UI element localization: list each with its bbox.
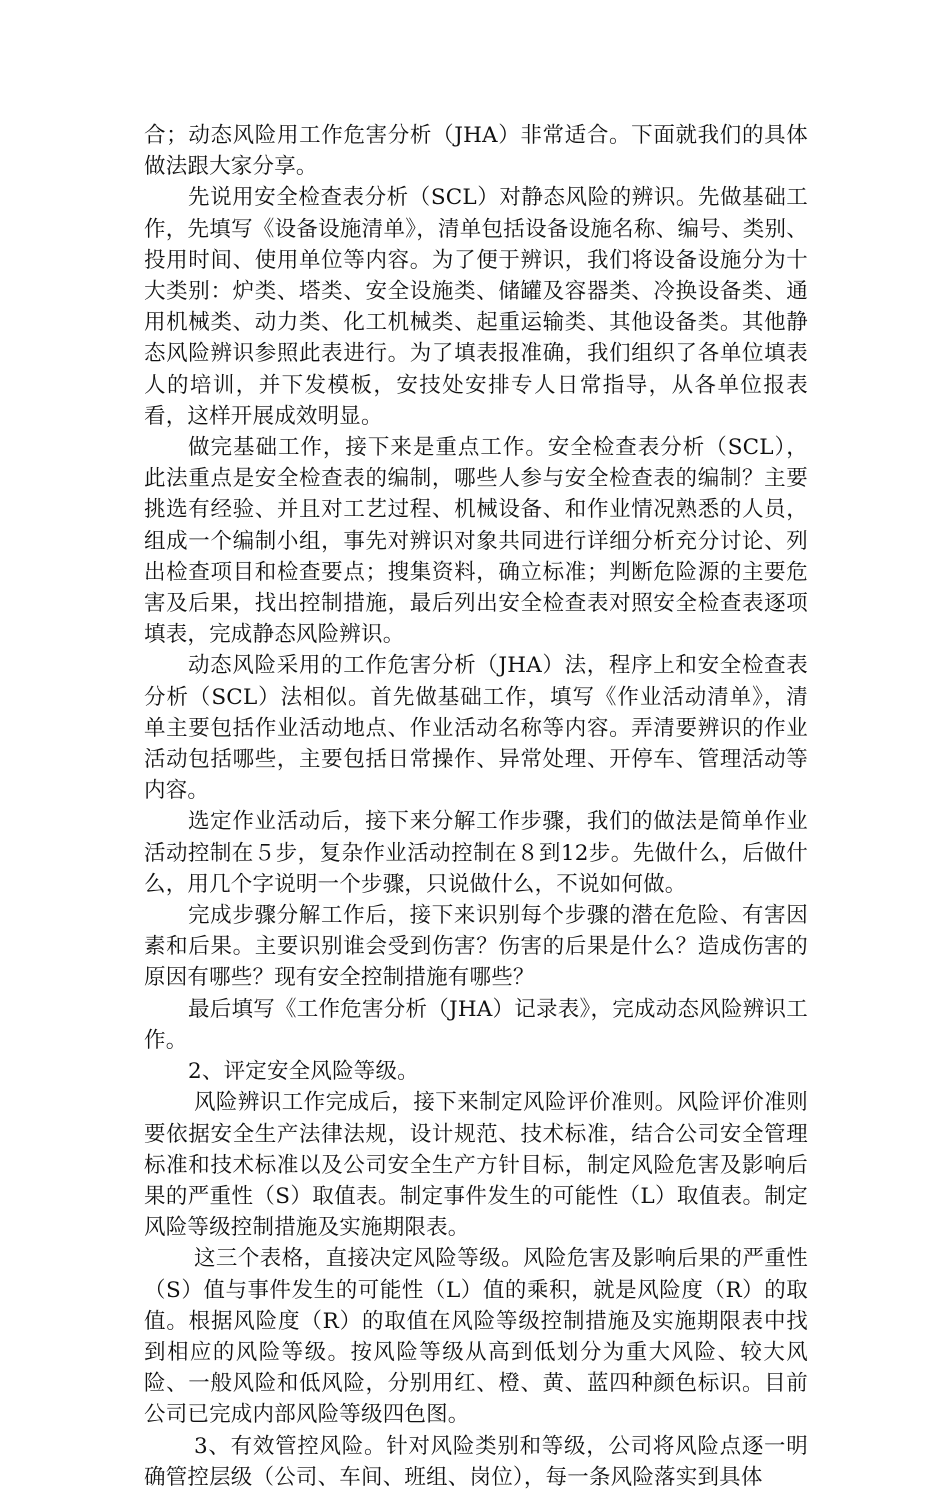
paragraph-9: 这三个表格，直接决定风险等级。风险危害及影响后果的严重性（S）值与事件发生的可能性（L）值的乘积，就是风险度（R）的取值。根据风险度（R）的取值在风险等级控制措施及实施期限表中找到相应的风险等级。按风险等级从高到低划分为重大风险、较大风险、一般风险和低风险，分别用红、橙、黄、蓝四种颜色标识。目前公司已完成内部风险等级四色图。 <box>144 1246 808 1428</box>
paragraph-4: 动态风险采用的工作危害分析（JHA）法，程序上和安全检查表分析（SCL）法相似。首先做基础工作，填写《作业活动清单》，清单主要包括作业活动地点、作业活动名称等内容。弄清要辨识的作业活动包括哪些，主要包括日常操作、异常处理、开停车、管理活动等内容。 <box>144 653 808 804</box>
paragraph-5: 选定作业活动后，接下来分解工作步骤，我们的做法是简单作业活动控制在５步，复杂作业活动控制在８到12步。先做什么，后做什么，用几个字说明一个步骤，只说做什么，不说如何做。 <box>144 809 808 897</box>
paragraph-3: 做完基础工作，接下来是重点工作。安全检查表分析（SCL），此法重点是安全检查表的编制，哪些人参与安全检查表的编制？主要挑选有经验、并且对工艺过程、机械设备、和作业情况熟悉的人员，组成一个编制小组，事先对辨识对象共同进行详细分析充分讨论、列出检查项目和检查要点；搜集资料，确立标准；判断危险源的主要危害及后果，找出控制措施，最后列出安全检查表对照安全检查表逐项填表，完成静态风险辨识。 <box>144 435 808 648</box>
paragraph-6: 完成步骤分解工作后，接下来识别每个步骤的潜在危险、有害因素和后果。主要识别谁会受到伤害？伤害的后果是什么？造成伤害的原因有哪些？现有安全控制措施有哪些？ <box>144 903 808 991</box>
paragraph-1: 合；动态风险用工作危害分析（JHA）非常适合。下面就我们的具体做法跟大家分享。 <box>144 123 808 180</box>
paragraph-2: 先说用安全检查表分析（SCL）对静态风险的辨识。先做基础工作，先填写《设备设施清单》，清单包括设备设施名称、编号、类别、投用时间、使用单位等内容。为了便于辨识，我们将设备设施分为十大类别：炉类、塔类、安全设施类、储罐及容器类、冷换设备类、通用机械类、动力类、化工机械类、起重运输类、其他设备类。其他静态风险辨识参照此表进行。为了填表报准确，我们组织了各单位填表人的培训，并下发模板，安技处安排专人日常指导，从各单位报表看，这样开展成效明显。 <box>144 185 808 429</box>
document-page <box>144 120 808 1493</box>
paragraph-10: 3、有效管控风险。针对风险类别和等级，公司将风险点逐一明确管控层级（公司、车间、班组、岗位），每一条风险落实到具体 <box>144 1433 808 1490</box>
paragraph-8: 风险辨识工作完成后，接下来制定风险评价准则。风险评价准则要依据安全生产法律法规，设计规范、技术标准，结合公司安全管理标准和技术标准以及公司安全生产方针目标，制定风险危害及影响后果的严重性（S）取值表。制定事件发生的可能性（L）取值表。制定风险等级控制措施及实施期限表。 <box>144 1090 808 1241</box>
section-heading-2: 2、评定安全风险等级。 <box>188 1059 419 1085</box>
paragraph-7: 最后填写《工作危害分析（JHA）记录表》，完成动态风险辨识工作。 <box>144 996 808 1053</box>
